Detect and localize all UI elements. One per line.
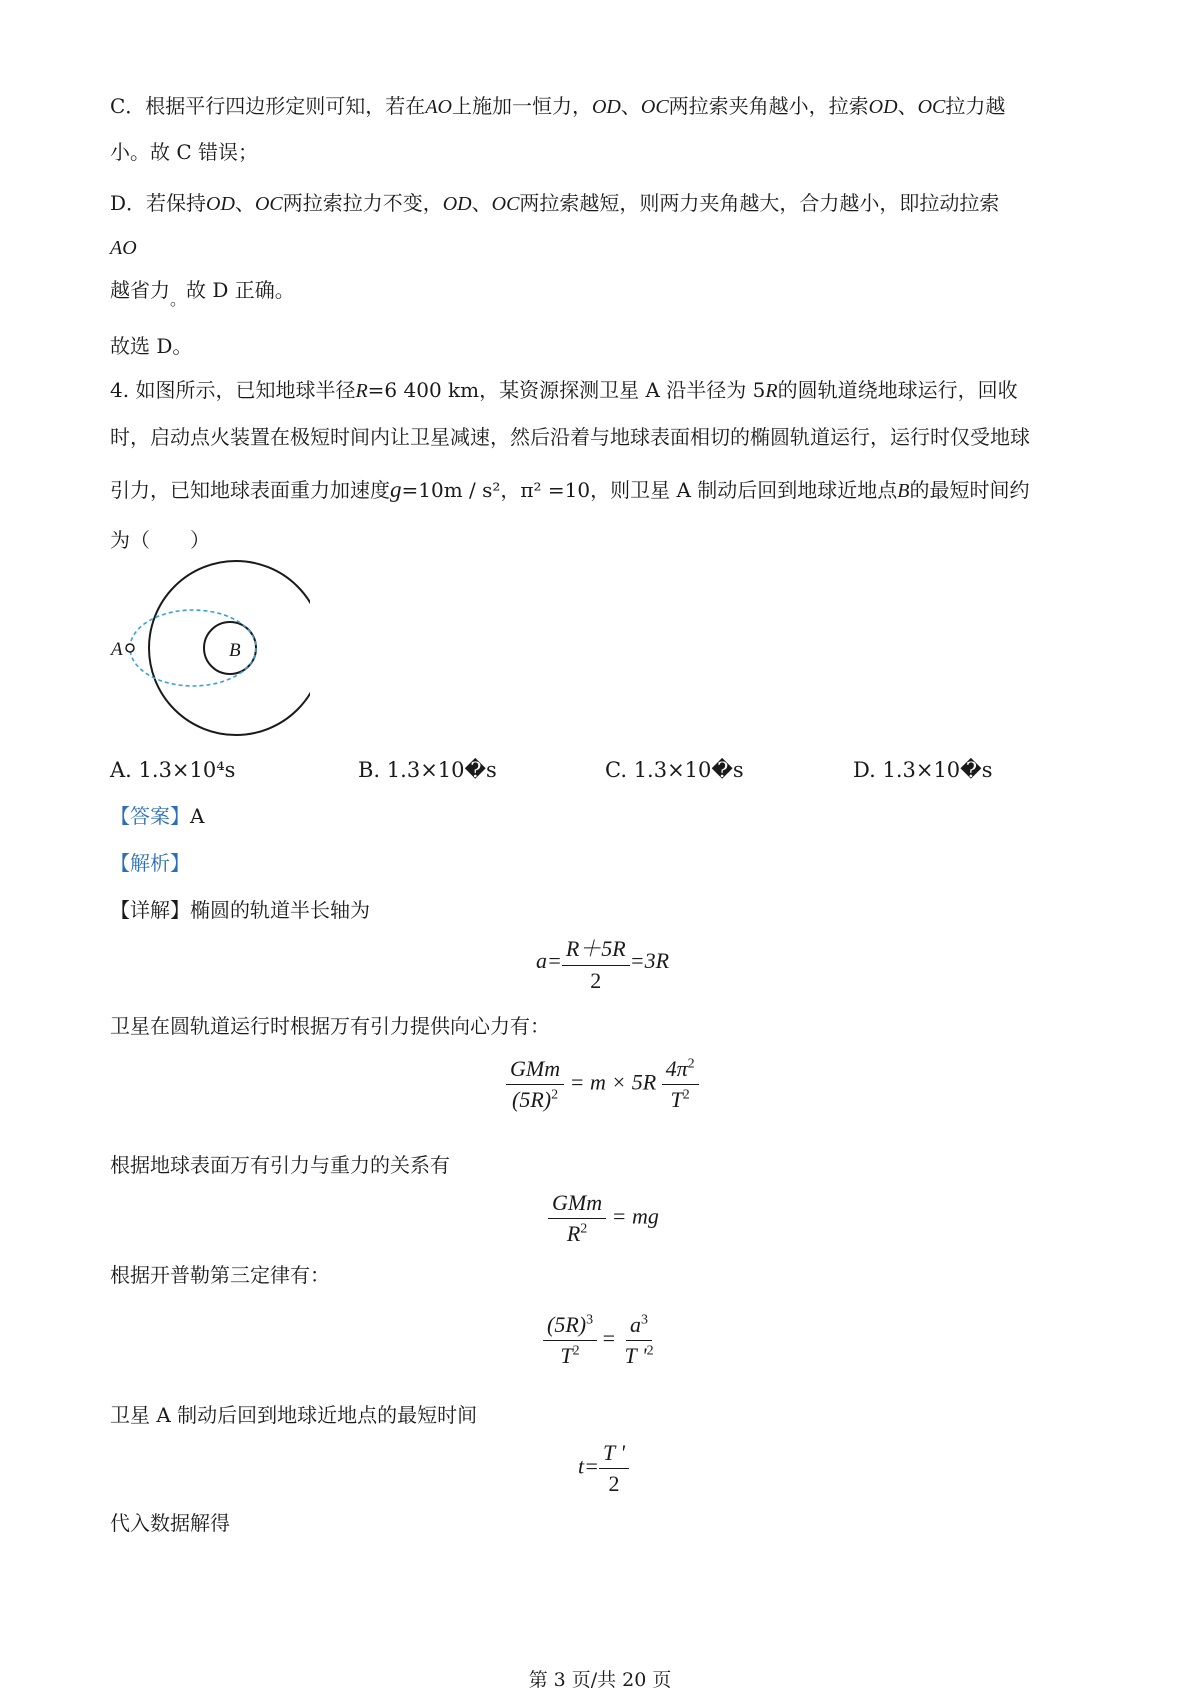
text: =10m / s²，π² =10，则卫星 A 制动后回到地球近地点 xyxy=(401,478,898,502)
numerator: GMm xyxy=(548,1190,606,1219)
equation-kepler xyxy=(543,1312,658,1369)
eq-text: (5R) xyxy=(512,1087,552,1112)
superscript: 2 xyxy=(682,1087,690,1103)
text-r: R xyxy=(765,380,778,402)
option-letter: C. xyxy=(605,758,627,782)
fraction xyxy=(543,1312,597,1369)
label-a: A xyxy=(111,639,123,660)
text: 、 xyxy=(471,191,492,215)
answer-label: 【答案】 xyxy=(110,804,190,828)
numerator xyxy=(543,1312,597,1341)
text: 的圆轨道绕地球运行，回收 xyxy=(777,378,1018,402)
option-d-line-2: AO xyxy=(110,237,137,259)
text-od: OD xyxy=(206,193,235,215)
detail-line xyxy=(110,900,370,920)
option-b xyxy=(358,758,497,782)
text: 越省力 xyxy=(110,278,170,302)
numerator: R＋5R xyxy=(562,932,630,966)
eq-text: T xyxy=(560,1343,573,1368)
fraction xyxy=(562,932,630,994)
denominator xyxy=(563,1219,591,1247)
option-a xyxy=(110,758,235,782)
text-kepler: 根据开普勒第三定律有： xyxy=(110,1263,330,1287)
text-od: OD xyxy=(591,96,621,118)
label-b: B xyxy=(229,640,241,661)
text: 两拉索夹角越小，拉索 xyxy=(668,94,869,118)
analysis-label: 【解析】 xyxy=(110,851,190,875)
equation-time xyxy=(578,1440,629,1497)
text-g: g xyxy=(390,477,402,502)
text-r: R xyxy=(355,380,368,402)
text: 椭圆的轨道半长轴为 xyxy=(190,898,370,922)
text: D．若保持 xyxy=(110,191,207,215)
text-b: B xyxy=(897,480,910,502)
numerator: GMm xyxy=(506,1056,564,1085)
text: 故 D 正确。 xyxy=(186,278,295,302)
page-footer: 第 3 页/共 20 页 xyxy=(528,1669,672,1691)
option-c-line-1 xyxy=(110,96,1005,117)
text-shortest-time: 卫星 A 制动后回到地球近地点的最短时间 xyxy=(110,1403,478,1427)
denominator xyxy=(667,1085,694,1113)
text-od: OD xyxy=(868,96,898,118)
option-d xyxy=(853,758,992,782)
denominator xyxy=(556,1341,583,1369)
denominator: 2 xyxy=(590,968,602,993)
option-letter: D. xyxy=(853,758,876,782)
satellite-a-marker xyxy=(126,644,134,652)
eq-text: = m × 5R xyxy=(569,1069,657,1095)
numerator: T ' xyxy=(599,1440,629,1469)
text-oc: OC xyxy=(491,193,520,215)
text: 、 xyxy=(897,94,918,118)
orbit-diagram xyxy=(110,560,310,736)
eq-text: a xyxy=(630,1312,642,1337)
text: =6 400 km，某资源探测卫星 A 沿半径为 5 xyxy=(367,378,766,402)
fraction xyxy=(506,1056,564,1113)
text: 、 xyxy=(234,191,255,215)
superscript: 2 xyxy=(687,1056,695,1072)
question-4-line-4: 为（ ） xyxy=(110,528,210,552)
text-oc: OC xyxy=(640,96,669,118)
option-c-line-2: 小。故 C 错误； xyxy=(110,140,259,164)
equation-semi-major-axis xyxy=(536,932,669,994)
superscript: 3 xyxy=(641,1312,649,1328)
text: 两拉索越短，则两力夹角越大，合力越小，即拉动拉索 xyxy=(519,191,1000,215)
text: 上施加一恒力， xyxy=(451,94,592,118)
choose-d: 故选 D。 xyxy=(110,334,193,358)
eq-text: t= xyxy=(578,1453,599,1479)
text-substitute: 代入数据解得 xyxy=(110,1511,230,1535)
fraction xyxy=(662,1056,699,1113)
text: 引力，已知地球表面重力加速度 xyxy=(110,478,390,502)
text: 。 xyxy=(170,290,187,309)
text-surface-gravity: 根据地球表面万有引力与重力的关系有 xyxy=(110,1153,450,1177)
superscript: 2 xyxy=(551,1087,559,1103)
question-4-line-3 xyxy=(110,478,1030,501)
eq-text: (5R) xyxy=(547,1312,587,1337)
text-circular-orbit: 卫星在圆轨道运行时根据万有引力提供向心力有： xyxy=(110,1014,550,1038)
option-value: 1.3×10⁴s xyxy=(138,758,236,782)
answer-value: A xyxy=(190,804,205,828)
superscript: 2 xyxy=(646,1343,654,1359)
eq-text: R xyxy=(566,1221,581,1246)
detail-label: 【详解】 xyxy=(110,898,190,922)
option-d-line-1 xyxy=(110,193,999,214)
denominator: 2 xyxy=(608,1471,620,1496)
equation-surface-gravity xyxy=(548,1190,659,1247)
text: C．根据平行四边形定则可知，若在 xyxy=(110,94,426,118)
fraction xyxy=(621,1312,658,1369)
option-letter: A. xyxy=(110,758,132,782)
eq-text: a= xyxy=(536,948,562,974)
text-oc: OC xyxy=(917,96,946,118)
text: 4. 如图所示，已知地球半径 xyxy=(110,378,356,402)
text-od: OD xyxy=(442,193,472,215)
option-c xyxy=(605,758,744,782)
text: 的最短时间约 xyxy=(909,478,1030,502)
superscript: 2 xyxy=(572,1343,580,1359)
denominator xyxy=(621,1341,658,1369)
question-4-line-1 xyxy=(110,380,1018,401)
eq-text: T xyxy=(670,1087,683,1112)
eq-text: T ' xyxy=(624,1343,647,1368)
fraction xyxy=(599,1440,629,1497)
answer-line xyxy=(110,806,204,826)
eq-text: = xyxy=(602,1325,616,1351)
question-4-line-2: 时，启动点火装置在极短时间内让卫星减速，然后沿着与地球表面相切的椭圆轨道运行，运行时仅受地球 xyxy=(110,425,1030,449)
option-value: 1.3×10�s xyxy=(882,758,993,782)
denominator xyxy=(508,1085,562,1113)
fraction xyxy=(548,1190,606,1247)
equation-centripetal xyxy=(506,1056,699,1113)
text-ao: AO xyxy=(425,96,452,118)
eq-text: = mg xyxy=(611,1203,659,1229)
superscript: 3 xyxy=(586,1312,594,1328)
option-value: 1.3×10�s xyxy=(386,758,497,782)
text: 、 xyxy=(620,94,641,118)
numerator xyxy=(626,1312,652,1341)
option-value: 1.3×10�s xyxy=(633,758,744,782)
text: 拉力越 xyxy=(945,94,1006,118)
text-oc: OC xyxy=(254,193,283,215)
eq-text: =3R xyxy=(629,948,670,974)
option-letter: B. xyxy=(358,758,381,782)
superscript: 2 xyxy=(580,1221,588,1237)
eq-text: 4π xyxy=(665,1056,688,1081)
text: 两拉索拉力不变， xyxy=(282,191,443,215)
option-d-line-3 xyxy=(110,278,295,309)
numerator xyxy=(662,1056,699,1085)
